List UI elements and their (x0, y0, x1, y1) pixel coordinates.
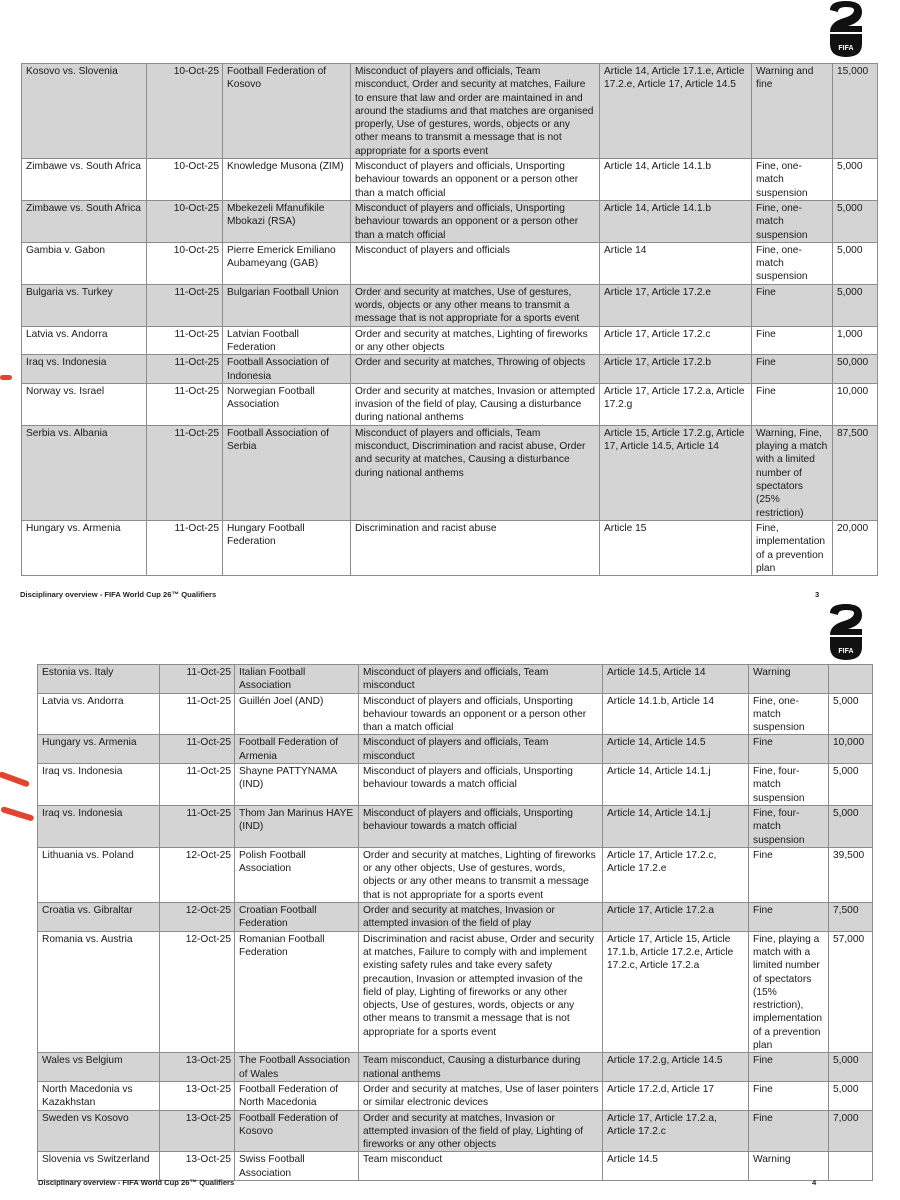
offence-cell: Order and security at matches, Use of gestures, words, objects or any other means to transmit a message that is not appropriate for a sports event (351, 284, 600, 326)
match-cell: Wales vs Belgium (38, 1053, 160, 1082)
date-cell: 13-Oct-25 (160, 1081, 235, 1110)
date-cell: 12-Oct-25 (160, 931, 235, 1053)
date-cell: 10-Oct-25 (147, 242, 223, 284)
match-cell: Latvia vs. Andorra (38, 693, 160, 735)
date-cell: 11-Oct-25 (147, 520, 223, 575)
table-row (22, 355, 878, 384)
sanction-cell: Fine (749, 735, 829, 764)
date-cell: 10-Oct-25 (147, 159, 223, 201)
sanction-cell: Warning (749, 665, 829, 694)
sanction-cell: Fine (752, 284, 833, 326)
party-cell: Football Federation of Armenia (235, 735, 359, 764)
amount-cell: 7,000 (829, 1110, 873, 1152)
party-cell: Hungary Football Federation (223, 520, 351, 575)
offence-cell: Order and security at matches, Lighting of fireworks or any other objects, Use of gestures, words, objects or any other means to transmit a message that is not appropriate for a sports event (359, 847, 603, 902)
match-cell: Zimbawe vs. South Africa (22, 159, 147, 201)
date-cell: 12-Oct-25 (160, 847, 235, 902)
party-cell: Romanian Football Federation (235, 931, 359, 1053)
articles-cell: Article 15 (600, 520, 752, 575)
table-row (22, 383, 878, 425)
articles-cell: Article 14 (600, 242, 752, 284)
disciplinary-table-page-4 (37, 664, 873, 1181)
table-row (22, 200, 878, 242)
table-row (38, 1152, 873, 1181)
offence-cell: Misconduct of players and officials (351, 242, 600, 284)
sanction-cell: Fine, one-match suspension (749, 693, 829, 735)
table-row (38, 1081, 873, 1110)
amount-cell: 50,000 (833, 355, 878, 384)
amount-cell: 5,000 (829, 764, 873, 806)
match-cell: Gambia v. Gabon (22, 242, 147, 284)
offence-cell: Order and security at matches, Invasion or attempted invasion of the field of play, Causing a disturbance during national anthems (351, 383, 600, 425)
fifa-logo-text: FIFA (838, 648, 854, 655)
page-footer: Disciplinary overview - FIFA World Cup 26™ Qualifiers (20, 590, 217, 599)
offence-cell: Order and security at matches, Throwing of objects (351, 355, 600, 384)
party-cell: Football Federation of Kosovo (235, 1110, 359, 1152)
articles-cell: Article 17.2.g, Article 14.5 (603, 1053, 749, 1082)
articles-cell: Article 14, Article 14.1.j (603, 764, 749, 806)
sanction-cell: Warning (749, 1152, 829, 1181)
articles-cell: Article 17, Article 17.2.a, Article 17.2.c (603, 1110, 749, 1152)
match-cell: Iraq vs. Indonesia (22, 355, 147, 384)
party-cell: Football Federation of North Macedonia (235, 1081, 359, 1110)
match-cell: Kosovo vs. Slovenia (22, 64, 147, 159)
table-row (38, 1053, 873, 1082)
match-cell: Hungary vs. Armenia (38, 735, 160, 764)
sanction-cell: Fine (752, 326, 833, 355)
table-row (38, 1110, 873, 1152)
table-row (22, 425, 878, 520)
date-cell: 11-Oct-25 (160, 665, 235, 694)
offence-cell: Misconduct of players and officials, Team misconduct (359, 665, 603, 694)
amount-cell: 15,000 (833, 64, 878, 159)
table-row (38, 693, 873, 735)
table-row (38, 665, 873, 694)
amount-cell: 57,000 (829, 931, 873, 1053)
articles-cell: Article 17, Article 17.2.a (603, 903, 749, 932)
party-cell: Guillén Joel (AND) (235, 693, 359, 735)
offence-cell: Misconduct of players and officials, Unsporting behaviour towards an opponent or a person other than a match official (351, 200, 600, 242)
disciplinary-table-page-3 (21, 63, 878, 576)
sanction-cell: Fine, one-match suspension (752, 159, 833, 201)
table-row (38, 735, 873, 764)
sanction-cell: Fine (749, 1053, 829, 1082)
match-cell: Iraq vs. Indonesia (38, 764, 160, 806)
sanction-cell: Fine (749, 1081, 829, 1110)
articles-cell: Article 14, Article 14.1.b (600, 200, 752, 242)
match-cell: Iraq vs. Indonesia (38, 805, 160, 847)
date-cell: 11-Oct-25 (160, 764, 235, 806)
table-row (38, 764, 873, 806)
date-cell: 12-Oct-25 (160, 903, 235, 932)
articles-cell: Article 17, Article 17.2.a, Article 17.2.g (600, 383, 752, 425)
articles-cell: Article 17.2.d, Article 17 (603, 1081, 749, 1110)
party-cell: Football Federation of Kosovo (223, 64, 351, 159)
amount-cell: 5,000 (833, 242, 878, 284)
party-cell: Swiss Football Association (235, 1152, 359, 1181)
amount-cell: 10,000 (833, 383, 878, 425)
offence-cell: Discrimination and racist abuse (351, 520, 600, 575)
amount-cell (829, 1152, 873, 1181)
sanction-cell: Fine (752, 383, 833, 425)
fifa-world-cup-logo (826, 603, 866, 661)
offence-cell: Order and security at matches, Use of laser pointers or similar electronic devices (359, 1081, 603, 1110)
amount-cell: 5,000 (829, 1081, 873, 1110)
table-row (22, 520, 878, 575)
red-annotation-mark (0, 375, 12, 380)
date-cell: 11-Oct-25 (160, 735, 235, 764)
articles-cell: Article 14.5, Article 14 (603, 665, 749, 694)
amount-cell: 5,000 (829, 805, 873, 847)
amount-cell: 5,000 (829, 693, 873, 735)
offence-cell: Discrimination and racist abuse, Order and security at matches, Failure to comply with and implement existing safety rules and take every safety precaution, Invasion or attempted invasion of the field of play, Lighting of fireworks or any other objects, Use of gestures, words, objects or any other means to transmit a message that is not appropriate for a sports event (359, 931, 603, 1053)
date-cell: 11-Oct-25 (147, 326, 223, 355)
date-cell: 11-Oct-25 (147, 425, 223, 520)
articles-cell: Article 15, Article 17.2.g, Article 17, Article 14.5, Article 14 (600, 425, 752, 520)
sanction-cell: Fine, implementation of a prevention plan (752, 520, 833, 575)
party-cell: Bulgarian Football Union (223, 284, 351, 326)
amount-cell: 5,000 (833, 284, 878, 326)
articles-cell: Article 14, Article 14.5 (603, 735, 749, 764)
date-cell: 11-Oct-25 (160, 805, 235, 847)
fifa-world-cup-logo (826, 0, 866, 58)
party-cell: The Football Association of Wales (235, 1053, 359, 1082)
offence-cell: Team misconduct (359, 1152, 603, 1181)
table-row (22, 159, 878, 201)
date-cell: 11-Oct-25 (147, 383, 223, 425)
party-cell: Thom Jan Marinus HAYE (IND) (235, 805, 359, 847)
party-cell: Knowledge Musona (ZIM) (223, 159, 351, 201)
table-row (38, 847, 873, 902)
party-cell: Croatian Football Federation (235, 903, 359, 932)
offence-cell: Misconduct of players and officials, Unsporting behaviour towards an opponent or a person other than a match official (351, 159, 600, 201)
table-row (38, 805, 873, 847)
amount-cell: 87,500 (833, 425, 878, 520)
party-cell: Polish Football Association (235, 847, 359, 902)
date-cell: 11-Oct-25 (147, 355, 223, 384)
table-row (38, 903, 873, 932)
articles-cell: Article 17, Article 17.2.c, Article 17.2.e (603, 847, 749, 902)
match-cell: Latvia vs. Andorra (22, 326, 147, 355)
date-cell: 10-Oct-25 (147, 200, 223, 242)
articles-cell: Article 14, Article 17.1.e, Article 17.2.e, Article 17, Article 14.5 (600, 64, 752, 159)
table-row (22, 326, 878, 355)
offence-cell: Misconduct of players and officials, Team misconduct, Discrimination and racist abuse, Order and security at matches, Causing a disturbance during national anthems (351, 425, 600, 520)
offence-cell: Order and security at matches, Invasion or attempted invasion of the field of play, Lighting of fireworks or any other objects (359, 1110, 603, 1152)
document-page-4 (0, 600, 900, 1200)
match-cell: North Macedonia vs Kazakhstan (38, 1081, 160, 1110)
table-row (22, 242, 878, 284)
match-cell: Slovenia vs Switzerland (38, 1152, 160, 1181)
sanction-cell: Fine (749, 1110, 829, 1152)
sanction-cell: Fine, four-match suspension (749, 764, 829, 806)
red-annotation-mark (0, 806, 34, 822)
amount-cell: 20,000 (833, 520, 878, 575)
table-row (22, 64, 878, 159)
amount-cell: 10,000 (829, 735, 873, 764)
party-cell: Shayne PATTYNAMA (IND) (235, 764, 359, 806)
amount-cell (829, 665, 873, 694)
offence-cell: Order and security at matches, Invasion or attempted invasion of the field of play (359, 903, 603, 932)
match-cell: Croatia vs. Gibraltar (38, 903, 160, 932)
sanction-cell: Fine, one-match suspension (752, 200, 833, 242)
page-number: 4 (812, 1178, 817, 1187)
offence-cell: Team misconduct, Causing a disturbance during national anthems (359, 1053, 603, 1082)
amount-cell: 5,000 (829, 1053, 873, 1082)
sanction-cell: Fine, four-match suspension (749, 805, 829, 847)
amount-cell: 5,000 (833, 200, 878, 242)
sanction-cell: Fine, one-match suspension (752, 242, 833, 284)
match-cell: Bulgaria vs. Turkey (22, 284, 147, 326)
sanction-cell: Fine (749, 847, 829, 902)
date-cell: 13-Oct-25 (160, 1053, 235, 1082)
date-cell: 10-Oct-25 (147, 64, 223, 159)
amount-cell: 39,500 (829, 847, 873, 902)
amount-cell: 5,000 (833, 159, 878, 201)
match-cell: Zimbawe vs. South Africa (22, 200, 147, 242)
articles-cell: Article 17, Article 17.2.b (600, 355, 752, 384)
articles-cell: Article 14, Article 14.1.j (603, 805, 749, 847)
articles-cell: Article 14.1.b, Article 14 (603, 693, 749, 735)
party-cell: Pierre Emerick Emiliano Aubameyang (GAB) (223, 242, 351, 284)
match-cell: Lithuania vs. Poland (38, 847, 160, 902)
match-cell: Hungary vs. Armenia (22, 520, 147, 575)
party-cell: Italian Football Association (235, 665, 359, 694)
sanction-cell: Warning, Fine, playing a match with a limited number of spectators (25% restriction) (752, 425, 833, 520)
sanction-cell: Warning and fine (752, 64, 833, 159)
offence-cell: Misconduct of players and officials, Unsporting behaviour towards an opponent or a person other than a match official (359, 693, 603, 735)
offence-cell: Misconduct of players and officials, Unsporting behaviour towards a match official (359, 805, 603, 847)
offence-cell: Misconduct of players and officials, Team misconduct, Order and security at matches, Failure to ensure that law and order are maintained in and around the stadiums and that matches are organised properly, Use of gestures, words, objects or any other means to transmit a message that is not appropriate for a sports event (351, 64, 600, 159)
articles-cell: Article 17, Article 15, Article 17.1.b, Article 17.2.e, Article 17.2.c, Article 17.2.a (603, 931, 749, 1053)
party-cell: Football Association of Indonesia (223, 355, 351, 384)
table-row (22, 284, 878, 326)
fifa-logo-text: FIFA (838, 45, 854, 52)
offence-cell: Misconduct of players and officials, Team misconduct (359, 735, 603, 764)
party-cell: Mbekezeli Mfanufikile Mbokazi (RSA) (223, 200, 351, 242)
match-cell: Romania vs. Austria (38, 931, 160, 1053)
party-cell: Norwegian Football Association (223, 383, 351, 425)
date-cell: 13-Oct-25 (160, 1152, 235, 1181)
party-cell: Football Association of Serbia (223, 425, 351, 520)
offence-cell: Order and security at matches, Lighting of fireworks or any other objects (351, 326, 600, 355)
match-cell: Serbia vs. Albania (22, 425, 147, 520)
date-cell: 11-Oct-25 (160, 693, 235, 735)
articles-cell: Article 14.5 (603, 1152, 749, 1181)
table-row (38, 931, 873, 1053)
party-cell: Latvian Football Federation (223, 326, 351, 355)
red-annotation-mark (0, 771, 30, 788)
date-cell: 13-Oct-25 (160, 1110, 235, 1152)
sanction-cell: Fine (749, 903, 829, 932)
sanction-cell: Fine, playing a match with a limited number of spectators (15% restriction), implementation of a prevention plan (749, 931, 829, 1053)
page-footer: Disciplinary overview - FIFA World Cup 26™ Qualifiers (38, 1178, 235, 1187)
date-cell: 11-Oct-25 (147, 284, 223, 326)
articles-cell: Article 17, Article 17.2.e (600, 284, 752, 326)
match-cell: Estonia vs. Italy (38, 665, 160, 694)
match-cell: Sweden vs Kosovo (38, 1110, 160, 1152)
offence-cell: Misconduct of players and officials, Unsporting behaviour towards a match official (359, 764, 603, 806)
page-number: 3 (815, 590, 820, 599)
amount-cell: 7,500 (829, 903, 873, 932)
articles-cell: Article 17, Article 17.2.c (600, 326, 752, 355)
articles-cell: Article 14, Article 14.1.b (600, 159, 752, 201)
match-cell: Norway vs. Israel (22, 383, 147, 425)
amount-cell: 1,000 (833, 326, 878, 355)
sanction-cell: Fine (752, 355, 833, 384)
